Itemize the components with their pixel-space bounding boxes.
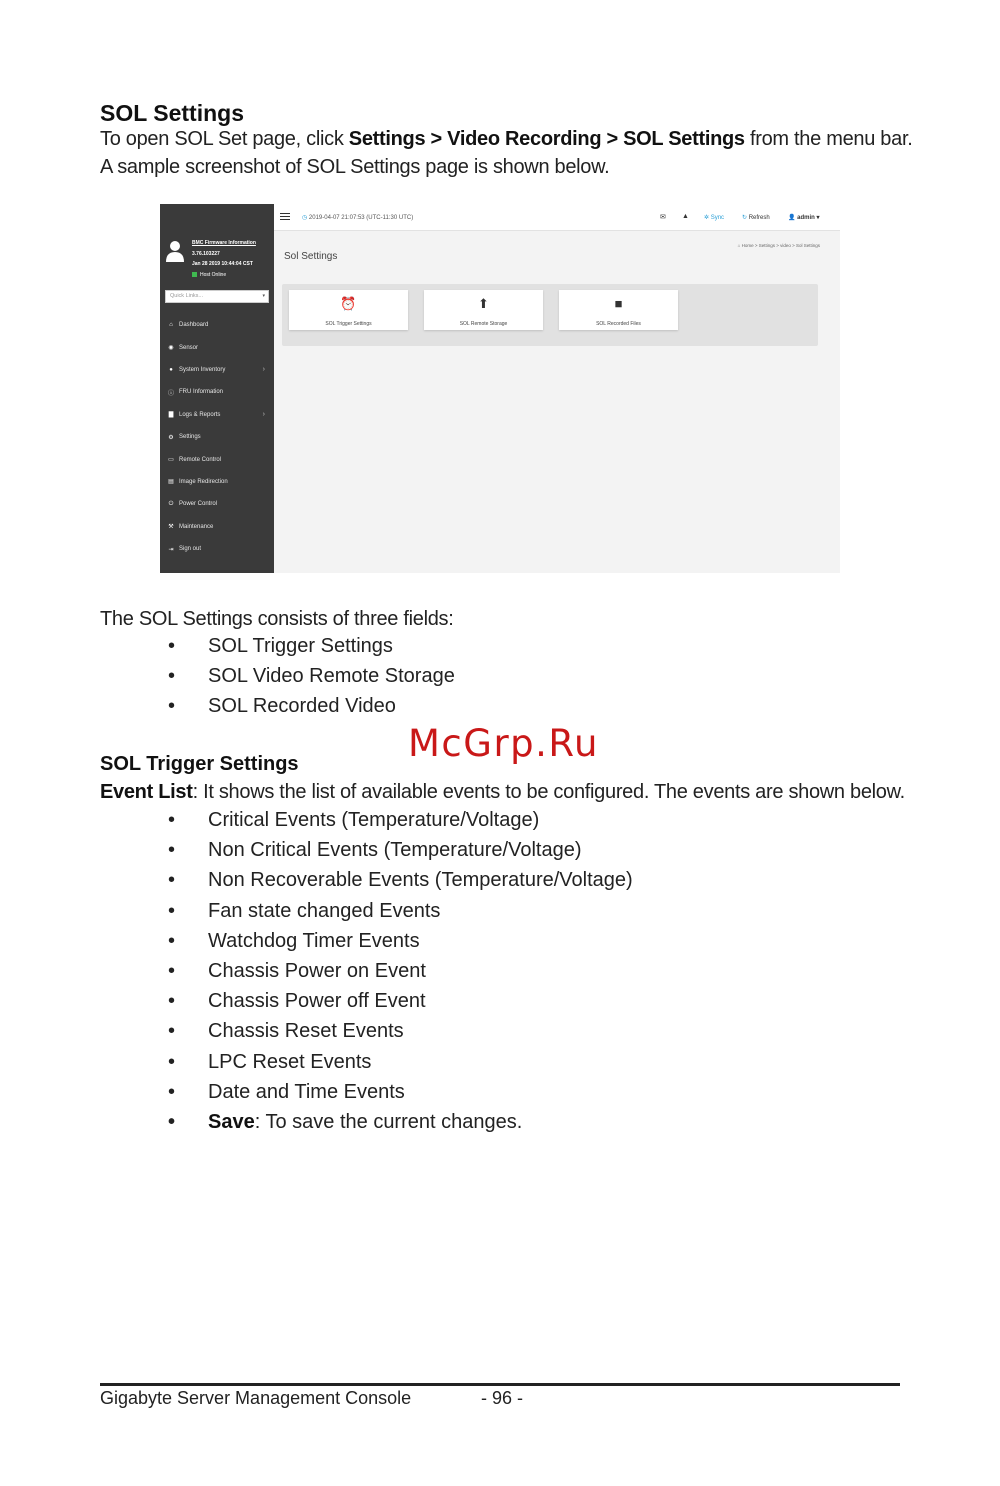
list-item	[168, 631, 455, 661]
bullet-icon: •	[168, 990, 176, 1013]
disk-icon: ▤	[168, 479, 174, 486]
bullet-icon: •	[168, 869, 176, 892]
list-item-text: SOL Trigger Settings	[208, 635, 393, 657]
card-sol-recorded-files[interactable]	[559, 290, 678, 330]
intro-pre: To open SOL Set page, click	[100, 128, 349, 150]
datetime-display	[302, 214, 413, 221]
video-camera-icon: ■	[614, 296, 623, 311]
events-list	[168, 805, 633, 1137]
wrench-icon: ⚒	[168, 524, 174, 531]
sidebar-item-dashboard[interactable]	[160, 314, 274, 336]
list-item-text: Chassis Reset Events	[208, 1020, 404, 1043]
sync-icon: ✲	[704, 215, 710, 221]
list-item	[168, 865, 633, 895]
dashboard-icon: ⌂	[169, 322, 173, 329]
breadcrumb	[738, 243, 820, 248]
list-item	[168, 926, 633, 956]
refresh-label: Refresh	[748, 215, 770, 221]
card-label: SOL Remote Storage	[459, 321, 508, 327]
list-item-text: LPC Reset Events	[208, 1050, 372, 1073]
bullet-icon: •	[168, 1020, 176, 1043]
firmware-info-link[interactable]: BMC Firmware Information	[192, 240, 256, 246]
inventory-icon: ●	[169, 366, 173, 373]
sidebar	[160, 204, 274, 573]
top-bar	[274, 204, 840, 231]
datetime-text: 2019-04-07 21:07:53 (UTC-11:30 UTC)	[308, 215, 414, 221]
list-item	[168, 1077, 633, 1107]
bullet-icon: •	[168, 809, 176, 831]
list-item-text: SOL Video Remote Storage	[208, 665, 455, 688]
sidebar-item-label: Sign out	[179, 546, 202, 553]
refresh-button[interactable]	[742, 214, 770, 221]
main-content	[274, 231, 840, 573]
sidebar-item-system-inventory[interactable]	[160, 359, 274, 381]
intro-line-2: A sample screenshot of SOL Settings page is shown below.	[100, 156, 610, 178]
refresh-icon: ↻	[742, 215, 748, 221]
menu-toggle-icon[interactable]	[280, 213, 290, 222]
sidebar-item-settings[interactable]	[160, 426, 274, 448]
sidebar-item-maintenance[interactable]	[160, 516, 274, 538]
event-list-label: Event List	[100, 781, 193, 803]
quick-links-placeholder: Quick Links...	[170, 293, 204, 299]
user-icon: 👤	[788, 215, 796, 221]
list-item-text: Chassis Power on Event	[208, 959, 426, 982]
bullet-icon: •	[168, 899, 176, 922]
sidebar-item-label: Maintenance	[179, 523, 214, 530]
status-dot-icon	[192, 272, 197, 277]
gear-icon: ⚙	[168, 434, 174, 441]
sync-label: Sync	[710, 215, 725, 221]
firmware-info	[192, 238, 256, 280]
sidebar-item-sign-out[interactable]	[160, 538, 274, 560]
chevron-right-icon: ›	[262, 411, 265, 419]
list-item	[168, 986, 633, 1016]
card-sol-remote-storage[interactable]	[424, 290, 543, 330]
intro-menu-path: Settings > Video Recording > SOL Settings	[348, 128, 745, 150]
list-item-text: Chassis Power off Event	[208, 990, 426, 1013]
monitor-icon: ▭	[168, 457, 174, 464]
bullet-icon: •	[168, 1080, 176, 1103]
sidebar-item-fru-information[interactable]	[160, 381, 274, 403]
intro-post: from the menu bar.	[744, 128, 913, 150]
bullet-icon: •	[168, 839, 176, 862]
alarm-clock-icon: ⏰	[340, 296, 357, 311]
list-item	[168, 1016, 633, 1046]
sol-settings-screenshot	[160, 204, 840, 573]
list-item	[168, 691, 455, 721]
signout-icon: ⇥	[168, 546, 174, 553]
footer-rule	[100, 1383, 900, 1386]
chart-icon: ▇	[168, 412, 174, 419]
host-status	[192, 270, 256, 281]
section-title: SOL Settings	[100, 100, 244, 126]
list-item	[168, 661, 455, 691]
quick-links-select[interactable]	[165, 290, 269, 303]
sidebar-item-sensor[interactable]	[160, 336, 274, 358]
info-icon: ⓘ	[167, 390, 174, 397]
sidebar-item-image-redirection[interactable]	[160, 471, 274, 493]
fields-intro: The SOL Settings consists of three fields:	[100, 608, 454, 630]
sidebar-item-logs-reports[interactable]	[160, 404, 274, 426]
sidebar-item-label: Image Redirection	[179, 478, 228, 485]
page-title: Sol Settings	[284, 251, 338, 262]
bullet-icon: •	[168, 1110, 176, 1133]
fields-list	[168, 631, 455, 722]
breadcrumb-text[interactable]: Home > Settings > video > Sol Settings	[741, 243, 820, 248]
user-avatar-icon	[166, 240, 184, 262]
sidebar-item-label: FRU Information	[179, 389, 224, 396]
list-item	[168, 805, 633, 835]
save-label: Save	[208, 1110, 255, 1133]
sidebar-nav	[160, 314, 274, 560]
sidebar-item-power-control[interactable]	[160, 493, 274, 515]
bullet-icon: •	[168, 695, 176, 718]
sync-button[interactable]	[704, 214, 724, 221]
firmware-date: Jan 28 2019 10:44:04 CST	[192, 261, 253, 267]
sidebar-item-label: System Inventory	[179, 366, 226, 373]
bullet-icon: •	[168, 665, 176, 688]
footer-title: Gigabyte Server Management Console	[100, 1388, 412, 1408]
bullet-icon: •	[168, 959, 176, 982]
sidebar-item-label: Dashboard	[179, 322, 209, 329]
settings-panel	[282, 284, 818, 346]
chevron-down-icon: ▾	[262, 293, 265, 299]
sidebar-item-label: Sensor	[179, 344, 199, 351]
sidebar-item-remote-control[interactable]	[160, 448, 274, 470]
intro-line-1	[100, 128, 912, 151]
upload-icon: ⬆	[478, 296, 489, 311]
card-sol-trigger-settings[interactable]	[289, 290, 408, 330]
home-icon: ⌂	[737, 243, 741, 248]
envelope-icon[interactable]: ✉	[660, 214, 666, 221]
list-item	[168, 956, 633, 986]
save-description: : To save the current changes.	[254, 1110, 523, 1133]
bullet-icon: •	[168, 1050, 176, 1073]
user-menu[interactable]	[788, 214, 820, 221]
event-list-text: : It shows the list of available events to be configured. The events are shown below.	[192, 781, 905, 803]
list-item	[168, 896, 633, 926]
watermark: McGrp.Ru	[408, 722, 599, 765]
card-label: SOL Trigger Settings	[325, 321, 372, 327]
chevron-right-icon: ›	[262, 366, 265, 374]
list-item-text: SOL Recorded Video	[208, 695, 396, 718]
list-item-text: Fan state changed Events	[208, 899, 441, 922]
user-name: admin	[797, 215, 815, 221]
list-item-text: Watchdog Timer Events	[208, 929, 420, 952]
subheading: SOL Trigger Settings	[100, 753, 299, 775]
card-label: SOL Recorded Files	[596, 321, 641, 327]
clock-icon: ◷	[302, 215, 308, 221]
page-number: - 96 -	[481, 1388, 524, 1408]
bullet-icon: •	[168, 635, 176, 657]
list-item-text: Date and Time Events	[208, 1080, 405, 1103]
sidebar-item-label: Settings	[179, 434, 201, 441]
event-list-description	[100, 781, 905, 804]
sensor-icon: ◉	[168, 345, 174, 352]
list-item-save	[168, 1107, 633, 1137]
list-item	[168, 1047, 633, 1077]
bullet-icon: •	[168, 929, 176, 952]
power-icon: ⏻	[168, 500, 174, 507]
list-item-text: Critical Events (Temperature/Voltage)	[208, 809, 540, 831]
sidebar-item-label: Remote Control	[179, 456, 222, 463]
list-item-text: Non Recoverable Events (Temperature/Voltage)	[208, 869, 633, 892]
warning-icon[interactable]: ▲	[682, 213, 689, 220]
chevron-down-icon: ▾	[816, 215, 820, 221]
firmware-version: 3.76.103227	[192, 250, 220, 257]
sidebar-item-label: Logs & Reports	[179, 411, 221, 418]
list-item-text: Non Critical Events (Temperature/Voltage)	[208, 839, 582, 862]
sidebar-item-label: Power Control	[179, 501, 218, 508]
list-item	[168, 835, 633, 865]
host-status-label: Host Online	[200, 271, 227, 278]
